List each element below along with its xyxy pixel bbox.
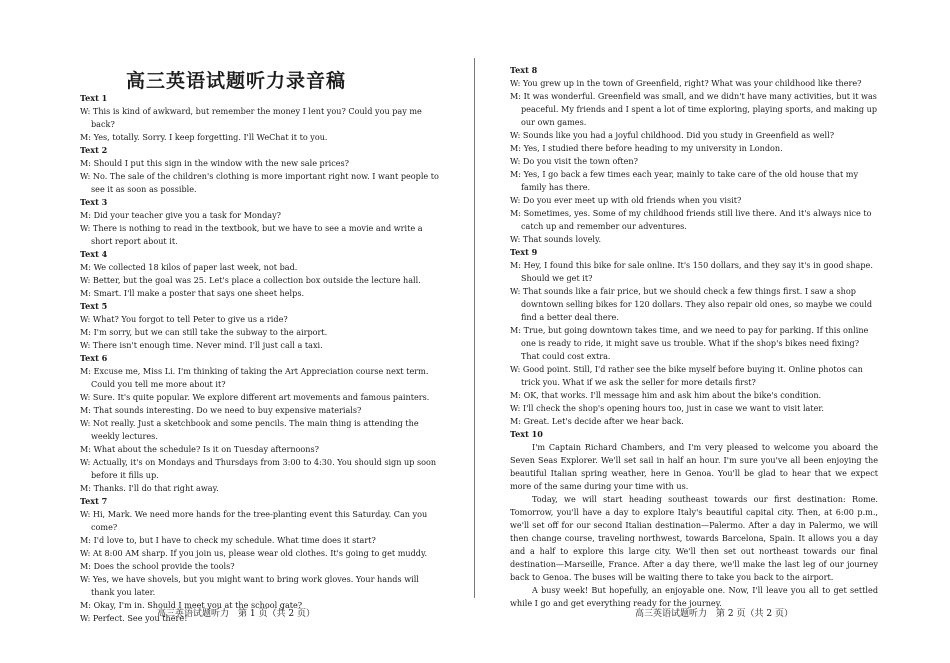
dialogue-line: M: It was wonderful. Greenfield was small, and we didn't have many activities, but it was peaceful. My friends and I spent a lot of time exploring, playing sports, and making up our own games. [510, 91, 878, 127]
dialogue-line: W: No. The sale of the children's clothing is more important right now. I want people to see it as soon as possible. [80, 171, 439, 194]
monologue-paragraph: A busy week! But hopefully, an enjoyable one. Now, I'll leave you all to get settled while I go and get everything ready for the journey. [510, 585, 878, 608]
text-heading: Text 7 [80, 496, 108, 506]
monologue-paragraph: I'm Captain Richard Chambers, and I'm very pleased to welcome you aboard the Seven Seas Explorer. We'll set sail in half an hour. I'm sure you've all been enjoying the beautiful Italian spring weather, here in Genoa. You'll be glad to hear that we expect more of the same during your time with us. [510, 442, 878, 491]
dialogue-line: M: We collected 18 kilos of paper last week, not bad. [80, 262, 298, 272]
dialogue-line: W: Hi, Mark. We need more hands for the tree-planting event this Saturday. Can you come? [80, 509, 428, 532]
dialogue-line: M: I'd love to, but I have to check my schedule. What time does it start? [80, 535, 376, 545]
page-2 [478, 0, 950, 663]
dialogue-line: M: Hey, I found this bike for sale online. It's 150 dollars, and they say it's in good shape. Should we get it? [510, 260, 873, 283]
dialogue-line: M: Thanks. I'll do that right away. [80, 483, 219, 493]
dialogue-line: M: Great. Let's decide after we hear back. [510, 416, 684, 426]
text-heading: Text 2 [80, 145, 108, 155]
dialogue-line: W: Sure. It's quite popular. We explore different art movements and famous painters. [80, 392, 430, 402]
dialogue-line: W: Do you visit the town often? [510, 156, 638, 166]
text-heading: Text 8 [510, 65, 538, 75]
page-2-footer: 高三英语试题听力 第 2 页（共 2 页） [635, 609, 793, 619]
dialogue-line: W: Do you ever meet up with old friends when you visit? [510, 195, 742, 205]
transcript-text-3 [80, 196, 440, 248]
transcript-text-1 [80, 92, 440, 144]
dialogue-line: M: OK, that works. I'll message him and ask him about the bike's condition. [510, 390, 822, 400]
dialogue-line: M: Should I put this sign in the window with the new sale prices? [80, 158, 350, 168]
dialogue-line: W: This is kind of awkward, but remember the money I lent you? Could you pay me back? [80, 106, 422, 129]
dialogue-line: W: At 8:00 AM sharp. If you join us, please wear old clothes. It's going to get muddy. [80, 548, 428, 558]
transcript-text-8 [510, 64, 878, 246]
page-1 [0, 0, 472, 663]
text-heading: Text 1 [80, 93, 108, 103]
text-heading: Text 5 [80, 301, 108, 311]
page-1-footer: 高三英语试题听力 第 1 页（共 2 页） [157, 609, 315, 619]
dialogue-line: M: Excuse me, Miss Li. I'm thinking of taking the Art Appreciation course next term. Could you tell me more about it? [80, 366, 429, 389]
text-heading: Text 9 [510, 247, 538, 257]
dialogue-line: M: That sounds interesting. Do we need to buy expensive materials? [80, 405, 362, 415]
dialogue-line: W: There is nothing to read in the textbook, but we have to see a movie and write a short report about it. [80, 223, 423, 246]
transcript-text-10 [510, 428, 878, 610]
dialogue-line: W: There isn't enough time. Never mind. I'll just call a taxi. [80, 340, 323, 350]
dialogue-line: M: Okay, I'm in. Should I meet you at the school gate? [80, 600, 303, 610]
dialogue-line: M: I'm sorry, but we can still take the subway to the airport. [80, 327, 328, 337]
transcript-text-9 [510, 246, 878, 428]
dialogue-line: W: Better, but the goal was 25. Let's place a collection box outside the lecture hall. [80, 275, 421, 285]
page-1-transcripts [80, 92, 440, 625]
transcript-text-4 [80, 248, 440, 300]
dialogue-line: M: True, but going downtown takes time, and we need to pay for parking. If this online one is ready to ride, it might save us trouble. What if the shop's bikes need fixing? That could cost extra. [510, 325, 869, 361]
dialogue-line: M: Yes, I go back a few times each year, mainly to take care of the old house that my family has there. [510, 169, 859, 192]
dialogue-line: W: Perfect. See you there! [80, 613, 188, 623]
transcript-text-2 [80, 144, 440, 196]
text-heading: Text 6 [80, 353, 108, 363]
page-title: 高三英语试题听力录音稿 [125, 70, 346, 92]
text-heading: Text 4 [80, 249, 108, 259]
text-heading: Text 10 [510, 429, 543, 439]
dialogue-line: W: Good point. Still, I'd rather see the bike myself before buying it. Online photos can trick you. What if we ask the seller for more details first? [510, 364, 863, 387]
dialogue-line: W: I'll check the shop's opening hours too, just in case we want to visit later. [510, 403, 824, 413]
dialogue-line: M: Yes, totally. Sorry. I keep forgetting. I'll WeChat it to you. [80, 132, 328, 142]
dialogue-line: M: Yes, I studied there before heading to my university in London. [510, 143, 783, 153]
dialogue-line: W: Not really. Just a sketchbook and some pencils. The main thing is attending the weekly lectures. [80, 418, 419, 441]
dialogue-line: W: Sounds like you had a joyful childhood. Did you study in Greenfield as well? [510, 130, 835, 140]
page-2-transcripts [510, 64, 878, 610]
dialogue-line: W: That sounds like a fair price, but we should check a few things first. I saw a shop downtown selling bikes for 120 dollars. They also repair old ones, so maybe we could find a better deal there. [510, 286, 872, 322]
dialogue-line: M: Smart. I'll make a poster that says one sheet helps. [80, 288, 305, 298]
dialogue-line: M: What about the schedule? Is it on Tuesday afternoons? [80, 444, 319, 454]
transcript-text-5 [80, 300, 440, 352]
dialogue-line: M: Sometimes, yes. Some of my childhood friends still live there. And it's always nice to catch up and remember our adventures. [510, 208, 872, 231]
dialogue-line: W: Actually, it's on Mondays and Thursdays from 3:00 to 4:30. You should sign up soon before it fills up. [80, 457, 437, 480]
dialogue-line: W: You grew up in the town of Greenfield, right? What was your childhood like there? [510, 78, 862, 88]
page-divider [474, 58, 475, 598]
dialogue-line: W: Yes, we have shovels, but you might want to bring work gloves. Your hands will thank you later. [80, 574, 419, 597]
dialogue-line: W: What? You forgot to tell Peter to give us a ride? [80, 314, 288, 324]
text-heading: Text 3 [80, 197, 108, 207]
dialogue-line: W: That sounds lovely. [510, 234, 602, 244]
transcript-text-6 [80, 352, 440, 495]
dialogue-line: M: Does the school provide the tools? [80, 561, 235, 571]
monologue-paragraph: Today, we will start heading southeast towards our first destination: Rome. Tomorrow, you'll have a day to explore Italy's beautiful capital city. Then, at 6:00 p.m., we'll set off for our second Italian destination—Palermo. After a day in Palermo, we will then change course, traveling northwest, towards Barcelona, Spain. It allows you a day and a half to explore this large city. We'll then set out northeast towards our final destination—Marseille, France. After a day there, we'll make the last leg of our journey back to Genoa. The buses will be waiting there to take you back to the airport. [510, 494, 878, 582]
dialogue-line: M: Did your teacher give you a task for Monday? [80, 210, 282, 220]
